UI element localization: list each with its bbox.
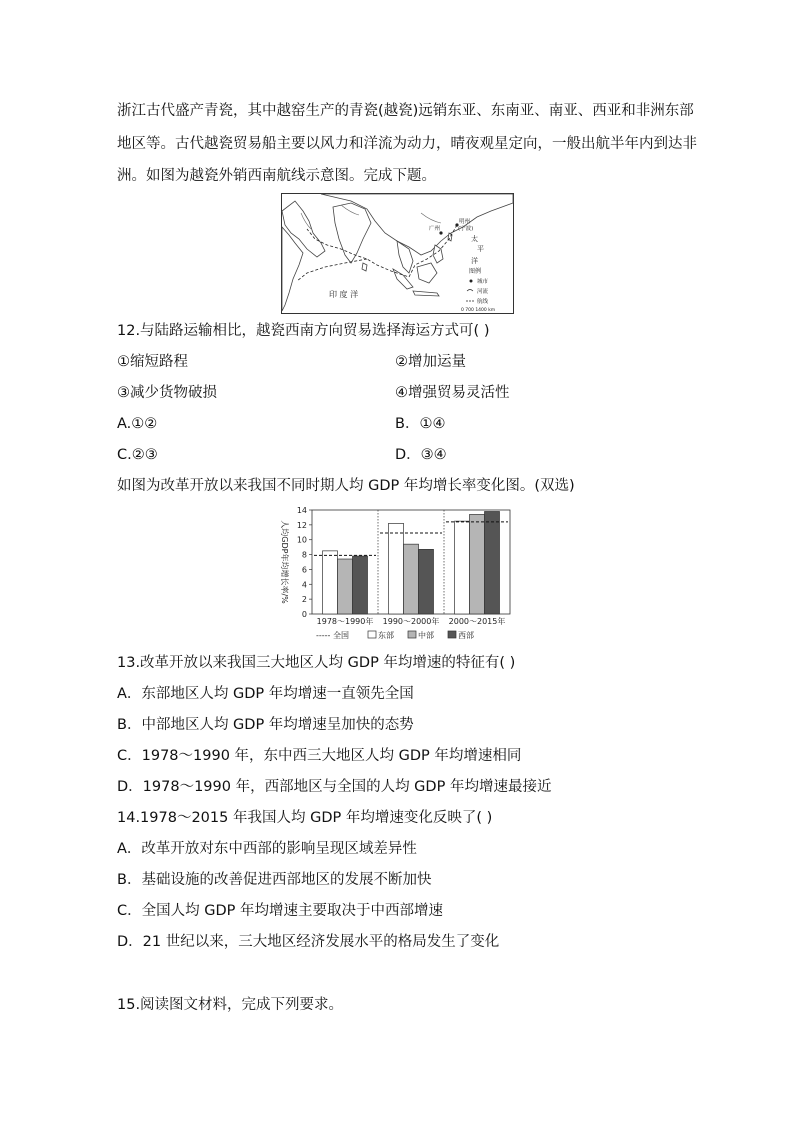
bar-东部 — [389, 523, 404, 614]
indian-ocean-label: 印 度 洋 — [329, 290, 359, 299]
legend-label-中部: 中部 — [418, 631, 434, 640]
bar-东部 — [323, 551, 338, 614]
legend-swatch-西部 — [448, 631, 456, 638]
pacific-label-1: 太 — [471, 235, 478, 243]
x-tick-label: 1990～2000年 — [382, 617, 440, 626]
legend-swatch-中部 — [408, 631, 416, 638]
q12-stem: 12.与陆路运输相比，越瓷西南方向贸易选择海运方式可( ) — [117, 323, 490, 339]
q14-choice-d[interactable]: D．21 世纪以来，三大地区经济发展水平的格局发生了变化 — [117, 934, 500, 950]
bar-中部 — [470, 514, 485, 614]
legend-river: 河流 — [477, 289, 489, 295]
city-ningbo-label: (宁波) — [458, 226, 474, 232]
y-tick-label: 12 — [296, 520, 307, 530]
y-tick-label: 14 — [296, 506, 307, 515]
q13-choice-b[interactable]: B．中部地区人均 GDP 年均增速呈加快的态势 — [117, 717, 414, 733]
legend-label-西部: 西部 — [458, 631, 474, 640]
q12-option-4: ④增强贸易灵活性 — [395, 385, 510, 401]
bar-西部 — [419, 549, 434, 614]
x-tick-label: 1978～1990年 — [316, 617, 374, 626]
city-mingzhou-label: 明州 — [459, 219, 471, 225]
y-tick-label: 10 — [296, 535, 307, 545]
y-axis-label: 人均GDP年均增长率/% — [280, 520, 289, 604]
pacific-label-3: 洋 — [471, 257, 478, 265]
q13-choice-a[interactable]: A．东部地区人均 GDP 年均增速一直领先全国 — [117, 686, 414, 702]
q12-choice-c[interactable]: C.②③ — [117, 447, 158, 463]
q12-option-2: ②增加运量 — [395, 354, 466, 370]
city-guangzhou-label: 广州 — [429, 226, 441, 232]
q12-choice-a[interactable]: A.①② — [117, 416, 158, 432]
bar-中部 — [404, 544, 419, 614]
intro-line-2: 地区等。古代越瓷贸易船主要以风力和洋流为动力，晴夜观星定向，一般出航半年内到达非 — [117, 136, 697, 152]
q13-choice-d[interactable]: D．1978～1990 年，西部地区与全国的人均 GDP 年均增速最接近 — [117, 779, 552, 795]
srilanka-land — [362, 263, 367, 271]
q12-option-3: ③减少货物破损 — [117, 385, 217, 401]
q14-choice-b[interactable]: B．基础设施的改善促进西部地区的发展不断加快 — [117, 872, 432, 888]
legend-title: 图例 — [469, 268, 482, 275]
legend-city: 城市 — [477, 279, 489, 285]
y-tick-label: 0 — [301, 610, 307, 619]
legend-swatch-东部 — [368, 631, 376, 638]
q13-choice-c[interactable]: C．1978～1990 年，东中西三大地区人均 GDP 年均增速相同 — [117, 748, 522, 764]
chart-intro: 如图为改革开放以来我国不同时期人均 GDP 年均增长率变化图。(双选) — [117, 478, 575, 494]
y-tick-label: 2 — [301, 595, 307, 605]
route-map — [281, 193, 514, 314]
q14-choice-a[interactable]: A．改革开放对东中西部的影响呈现区域差异性 — [117, 841, 417, 857]
y-tick-label: 4 — [301, 580, 307, 590]
pacific-label-2: 平 — [477, 245, 484, 253]
bar-西部 — [353, 556, 368, 614]
legend-route: 航线 — [477, 299, 489, 305]
intro-line-1: 浙江古代盛产青瓷，其中越窑生产的青瓷(越瓷)远销东亚、东南亚、南亚、西亚和非洲东部 — [117, 103, 694, 119]
bar-中部 — [338, 559, 353, 614]
gdp-growth-chart — [270, 504, 526, 644]
legend-label-东部: 东部 — [378, 631, 394, 640]
x-tick-label: 2000～2015年 — [448, 617, 506, 626]
y-tick-label: 6 — [301, 565, 307, 575]
legend-national: ----- 全国 — [316, 631, 349, 640]
q12-choice-d[interactable]: D．③④ — [395, 447, 447, 463]
q12-choice-b[interactable]: B．①④ — [395, 416, 446, 432]
legend-city-icon — [470, 280, 473, 283]
bar-东部 — [455, 521, 470, 614]
q14-stem: 14.1978～2015 年我国人均 GDP 年均增速变化反映了( ) — [117, 810, 493, 826]
intro-line-3: 洲。如图为越瓷外销西南航线示意图。完成下题。 — [117, 168, 436, 184]
map-scale: 0 700 1400 km — [461, 308, 496, 313]
q13-stem: 13.改革开放以来我国三大地区人均 GDP 年均增速的特征有( ) — [117, 655, 516, 671]
q14-choice-c[interactable]: C．全国人均 GDP 年均增速主要取决于中西部增速 — [117, 903, 443, 919]
y-tick-label: 8 — [301, 550, 307, 560]
bar-西部 — [485, 511, 500, 614]
q12-option-1: ①缩短路程 — [117, 354, 188, 370]
q15-stem: 15.阅读图文材料，完成下列要求。 — [117, 997, 344, 1013]
